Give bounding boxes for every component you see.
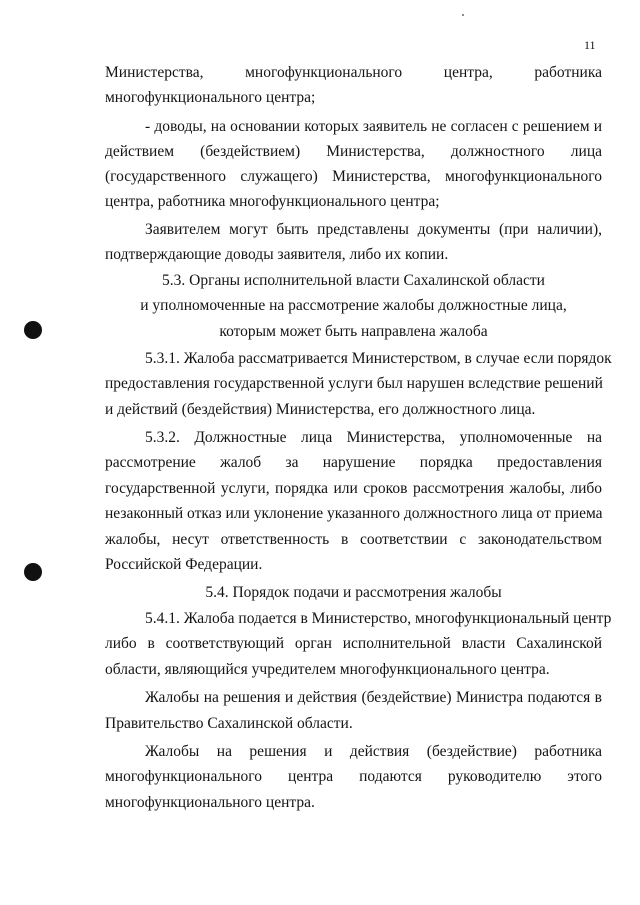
section-heading-line: 5.3. Органы исполнительной власти Сахалинской области xyxy=(162,272,545,289)
text-line: 5.4.1. Жалоба подается в Министерство, многофункциональный центр xyxy=(145,610,612,627)
text-line: (государственного служащего) Министерства, многофункционального xyxy=(105,168,602,185)
punch-hole-top xyxy=(24,321,42,339)
text-line: рассмотрение жалоб за нарушение порядка предоставления xyxy=(105,454,602,471)
scan-speck xyxy=(462,14,464,16)
text-line: - доводы, на основании которых заявитель не согласен с решением и xyxy=(145,118,602,135)
text-line: Российской Федерации. xyxy=(105,556,263,573)
text-line: либо в соответствующий орган исполнительной власти Сахалинской xyxy=(105,635,602,652)
text-line: Жалобы на решения и действия (бездействие) работника xyxy=(145,743,602,760)
text-line: многофункционального центра; xyxy=(105,89,316,106)
text-line: и действий (бездействия) Министерства, его должностного лица. xyxy=(105,401,536,418)
text-line: Министерства, многофункционального центра, работника xyxy=(105,64,602,81)
text-line: государственной услуги, порядка или сроков рассмотрения жалобы, либо xyxy=(105,480,602,497)
text-line: Заявителем могут быть представлены документы (при наличии), xyxy=(145,221,602,238)
section-heading-line: которым может быть направлена жалоба xyxy=(219,323,488,340)
text-line: многофункционального центра. xyxy=(105,794,315,811)
text-line: области, являющийся учредителем многофункционального центра. xyxy=(105,661,550,678)
section-heading-line: 5.4. Порядок подачи и рассмотрения жалобы xyxy=(205,584,502,601)
text-line: 5.3.1. Жалоба рассматривается Министерством, в случае если порядок xyxy=(145,350,612,367)
text-line: Жалобы на решения и действия (бездействие) Министра подаются в xyxy=(145,689,602,706)
page-number: 11 xyxy=(584,38,596,52)
text-line: предоставления государственной услуги был нарушен вследствие решений xyxy=(105,375,603,392)
punch-hole-bottom xyxy=(24,563,42,581)
text-line: центра, работника многофункционального центра; xyxy=(105,193,440,210)
text-line: подтверждающие доводы заявителя, либо их копии. xyxy=(105,246,449,263)
text-line: незаконный отказ или уклонение указанного должностного лица от приема xyxy=(105,505,603,522)
text-line: многофункционального центра подаются руководителю этого xyxy=(105,768,602,785)
text-line: действием (бездействием) Министерства, должностного лица xyxy=(105,143,602,160)
section-heading-line: и уполномоченные на рассмотрение жалобы должностные лица, xyxy=(140,297,567,314)
text-line: жалобы, несут ответственность в соответствии с законодательством xyxy=(105,531,602,548)
text-line: Правительство Сахалинской области. xyxy=(105,715,353,732)
text-line: 5.3.2. Должностные лица Министерства, уполномоченные на xyxy=(145,429,602,446)
